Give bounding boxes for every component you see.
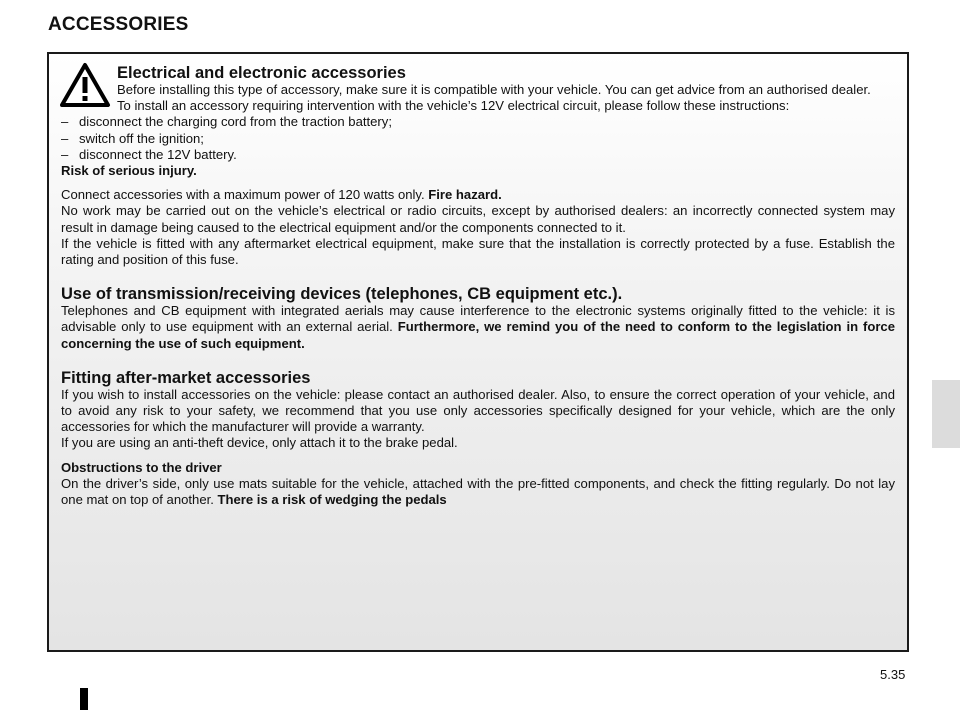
list-item: – disconnect the 12V battery. <box>61 147 895 163</box>
section-heading-fitting: Fitting after-market accessories <box>61 368 311 387</box>
obstructions-bold-text: There is a risk of wedging the pedals <box>217 492 447 508</box>
page-title: ACCESSORIES <box>48 14 189 35</box>
anti-theft-paragraph: If you are using an anti-theft device, only attach it to the brake pedal. <box>61 435 458 451</box>
page-number: 5.35 <box>880 667 906 682</box>
obstructions-heading: Obstructions to the driver <box>61 459 222 475</box>
warning-box <box>47 52 909 652</box>
dealer-paragraph: No work may be carried out on the vehicle’s electrical or radio circuits, except by authorised dealers: an incorrectly connected system may result in damage being caused to the electrical equipment and/or the components connected to it. <box>61 203 895 235</box>
transmission-bold-text: Furthermore, we remind you of the need to conform to the legislation in force concerning the use of such equipment. <box>61 319 895 351</box>
chapter-tab <box>932 380 960 448</box>
warning-triangle-icon <box>59 62 111 108</box>
fuse-paragraph: If the vehicle is fitted with any aftermarket electrical equipment, make sure that the installation is correctly protected by a fuse. Establish the rating and position of this fuse. <box>61 235 895 268</box>
intro-block <box>117 64 895 114</box>
power-text: Connect accessories with a maximum power of 120 watts only. <box>61 187 425 203</box>
transmission-text: Telephones and CB equipment with integrated aerials may cause interference to the electronic systems originally fitted to the vehicle: it is advisable only to use equipment with an external aerial. <box>61 303 895 335</box>
risk-warning: Risk of serious injury. <box>61 163 197 179</box>
list-item: – disconnect the charging cord from the traction battery; <box>61 114 895 130</box>
obstructions-text: On the driver’s side, only use mats suitable for the vehicle, attached with the pre-fitted components, and check the fitting regularly. Do not lay one mat on top of another. <box>61 475 895 508</box>
list-item: – switch off the ignition; <box>61 131 895 147</box>
section-heading-electrical: Electrical and electronic accessories <box>117 64 406 82</box>
transmission-paragraph <box>61 303 895 352</box>
power-paragraph <box>61 187 895 203</box>
corner-mark <box>80 688 88 710</box>
section-heading-transmission: Use of transmission/receiving devices (telephones, CB equipment etc.). <box>61 285 623 304</box>
instruction-list <box>61 114 895 163</box>
fitting-paragraph: If you wish to install accessories on the vehicle: please contact an authorised dealer. Also, to ensure the correct operation of your vehicle, and to avoid any risk to your safety, we recommend that you use only accessories specifically designed for your vehicle, which are the only accessories for which the manufacturer will provide a warranty. <box>61 386 895 435</box>
fire-hazard-text: Fire hazard. <box>428 187 502 203</box>
obstructions-paragraph <box>61 476 895 508</box>
instructions-paragraph: To install an accessory requiring intervention with the vehicle’s 12V electrical circuit, please follow these instructions: <box>117 98 790 114</box>
intro-paragraph: Before installing this type of accessory, make sure it is compatible with your vehicle. You can get advice from an authorised dealer. <box>117 82 871 97</box>
